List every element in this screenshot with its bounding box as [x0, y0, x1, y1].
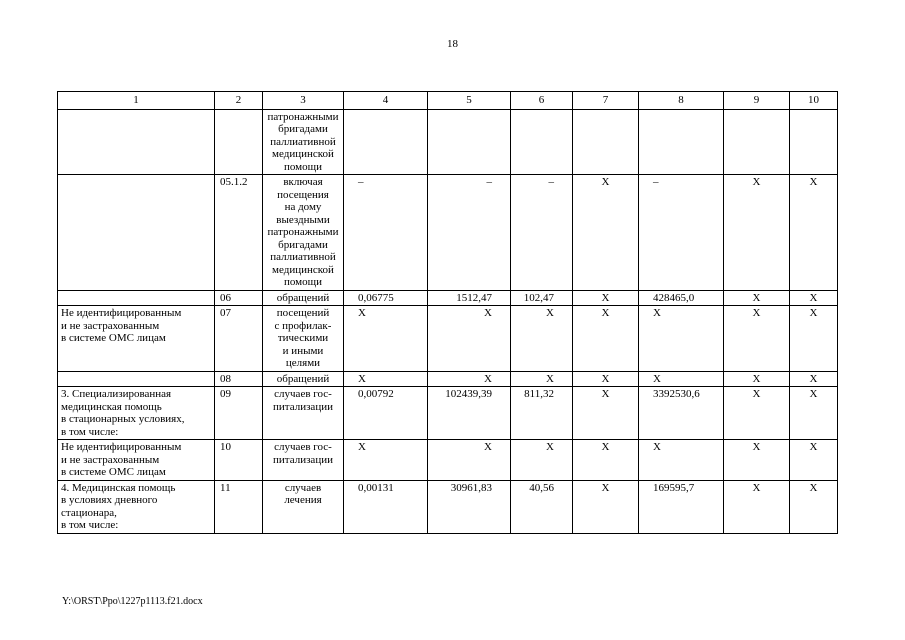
table-cell: Х — [344, 440, 428, 481]
table-cell: 3392530,6 — [639, 387, 724, 440]
table-cell — [724, 109, 790, 175]
table-cell: 11 — [215, 480, 263, 533]
table-cell — [790, 109, 838, 175]
table-cell — [58, 290, 215, 306]
column-header: 5 — [428, 92, 511, 110]
table-cell: – — [639, 175, 724, 291]
table-row — [58, 387, 838, 440]
table-cell — [344, 109, 428, 175]
table-cell: Х — [573, 306, 639, 372]
table-cell: патронажными бригадами паллиативной медицинской помощи — [263, 109, 344, 175]
table-cell: Х — [428, 306, 511, 372]
table-cell: Х — [344, 371, 428, 387]
table-cell: Х — [790, 371, 838, 387]
column-header: 9 — [724, 92, 790, 110]
table-cell: посещений с профилак- тическими и иными целями — [263, 306, 344, 372]
table-cell — [511, 109, 573, 175]
table-cell — [215, 109, 263, 175]
table-cell: Х — [573, 175, 639, 291]
table-cell: Х — [573, 371, 639, 387]
table-cell: Х — [573, 387, 639, 440]
table-cell: Не идентифицированным и не застрахованным в системе ОМС лицам — [58, 306, 215, 372]
table-cell: 0,00792 — [344, 387, 428, 440]
table-cell: Х — [639, 306, 724, 372]
table-cell: Х — [511, 440, 573, 481]
footer-file-path: Y:\ORST\Ppo\1227p1113.f21.docx — [62, 596, 203, 607]
table-cell: Х — [344, 306, 428, 372]
data-table — [57, 91, 838, 534]
table-cell: Х — [573, 480, 639, 533]
table-cell: Не идентифицированным и не застрахованным в системе ОМС лицам — [58, 440, 215, 481]
table-cell: Х — [790, 440, 838, 481]
table-cell: Х — [790, 290, 838, 306]
table-cell: 4. Медицинская помощь в условиях дневного стационара, в том числе: — [58, 480, 215, 533]
column-header: 6 — [511, 92, 573, 110]
column-header: 7 — [573, 92, 639, 110]
table-cell: 06 — [215, 290, 263, 306]
table-cell: обращений — [263, 371, 344, 387]
table-cell: Х — [790, 175, 838, 291]
table-cell: 169595,7 — [639, 480, 724, 533]
table-cell: 40,56 — [511, 480, 573, 533]
table-cell: Х — [790, 306, 838, 372]
table-cell: Х — [573, 440, 639, 481]
table-cell: Х — [511, 306, 573, 372]
table-cell: – — [344, 175, 428, 291]
table-row — [58, 175, 838, 291]
table-cell: 3. Специализированная медицинская помощь в стационарных условиях, в том числе: — [58, 387, 215, 440]
table-cell: включая посещения на дому выездными патронажными бригадами паллиативной медицинской помощи — [263, 175, 344, 291]
column-header: 2 — [215, 92, 263, 110]
table-cell: 09 — [215, 387, 263, 440]
table-cell — [58, 371, 215, 387]
table-cell: Х — [724, 371, 790, 387]
table-cell: Х — [724, 175, 790, 291]
table-row — [58, 306, 838, 372]
table-cell: Х — [428, 371, 511, 387]
table-cell — [573, 109, 639, 175]
table-row — [58, 480, 838, 533]
table-row — [58, 440, 838, 481]
column-header: 8 — [639, 92, 724, 110]
column-header: 10 — [790, 92, 838, 110]
table-cell: Х — [511, 371, 573, 387]
table-cell: 0,06775 — [344, 290, 428, 306]
table-cell: Х — [790, 480, 838, 533]
table-cell: Х — [428, 440, 511, 481]
column-header: 1 — [58, 92, 215, 110]
table-row — [58, 109, 838, 175]
table-cell: случаев гос- питализации — [263, 440, 344, 481]
table-cell: 05.1.2 — [215, 175, 263, 291]
table-cell: 08 — [215, 371, 263, 387]
table-cell: Х — [724, 290, 790, 306]
table-cell — [428, 109, 511, 175]
column-header: 4 — [344, 92, 428, 110]
table-cell: 811,32 — [511, 387, 573, 440]
table-cell — [58, 109, 215, 175]
table-cell — [639, 109, 724, 175]
table-cell: Х — [724, 480, 790, 533]
table-header-row — [58, 92, 838, 110]
column-header: 3 — [263, 92, 344, 110]
table-cell: Х — [790, 387, 838, 440]
table-cell: – — [428, 175, 511, 291]
table-cell: Х — [724, 387, 790, 440]
table-cell: случаев лечения — [263, 480, 344, 533]
table-cell: 0,00131 — [344, 480, 428, 533]
table-row — [58, 290, 838, 306]
table-cell: 30961,83 — [428, 480, 511, 533]
page-number: 18 — [447, 38, 458, 50]
table-cell — [58, 175, 215, 291]
table-cell: Х — [639, 371, 724, 387]
table-cell: обращений — [263, 290, 344, 306]
table-cell: 10 — [215, 440, 263, 481]
table-cell: 102,47 — [511, 290, 573, 306]
table-row — [58, 371, 838, 387]
table-cell: Х — [724, 440, 790, 481]
table-cell: случаев гос- питализации — [263, 387, 344, 440]
table-cell: Х — [639, 440, 724, 481]
table-cell: – — [511, 175, 573, 291]
table-cell: 428465,0 — [639, 290, 724, 306]
table-cell: 1512,47 — [428, 290, 511, 306]
table-cell: Х — [724, 306, 790, 372]
table-cell: 07 — [215, 306, 263, 372]
table-cell: Х — [573, 290, 639, 306]
table-cell: 102439,39 — [428, 387, 511, 440]
